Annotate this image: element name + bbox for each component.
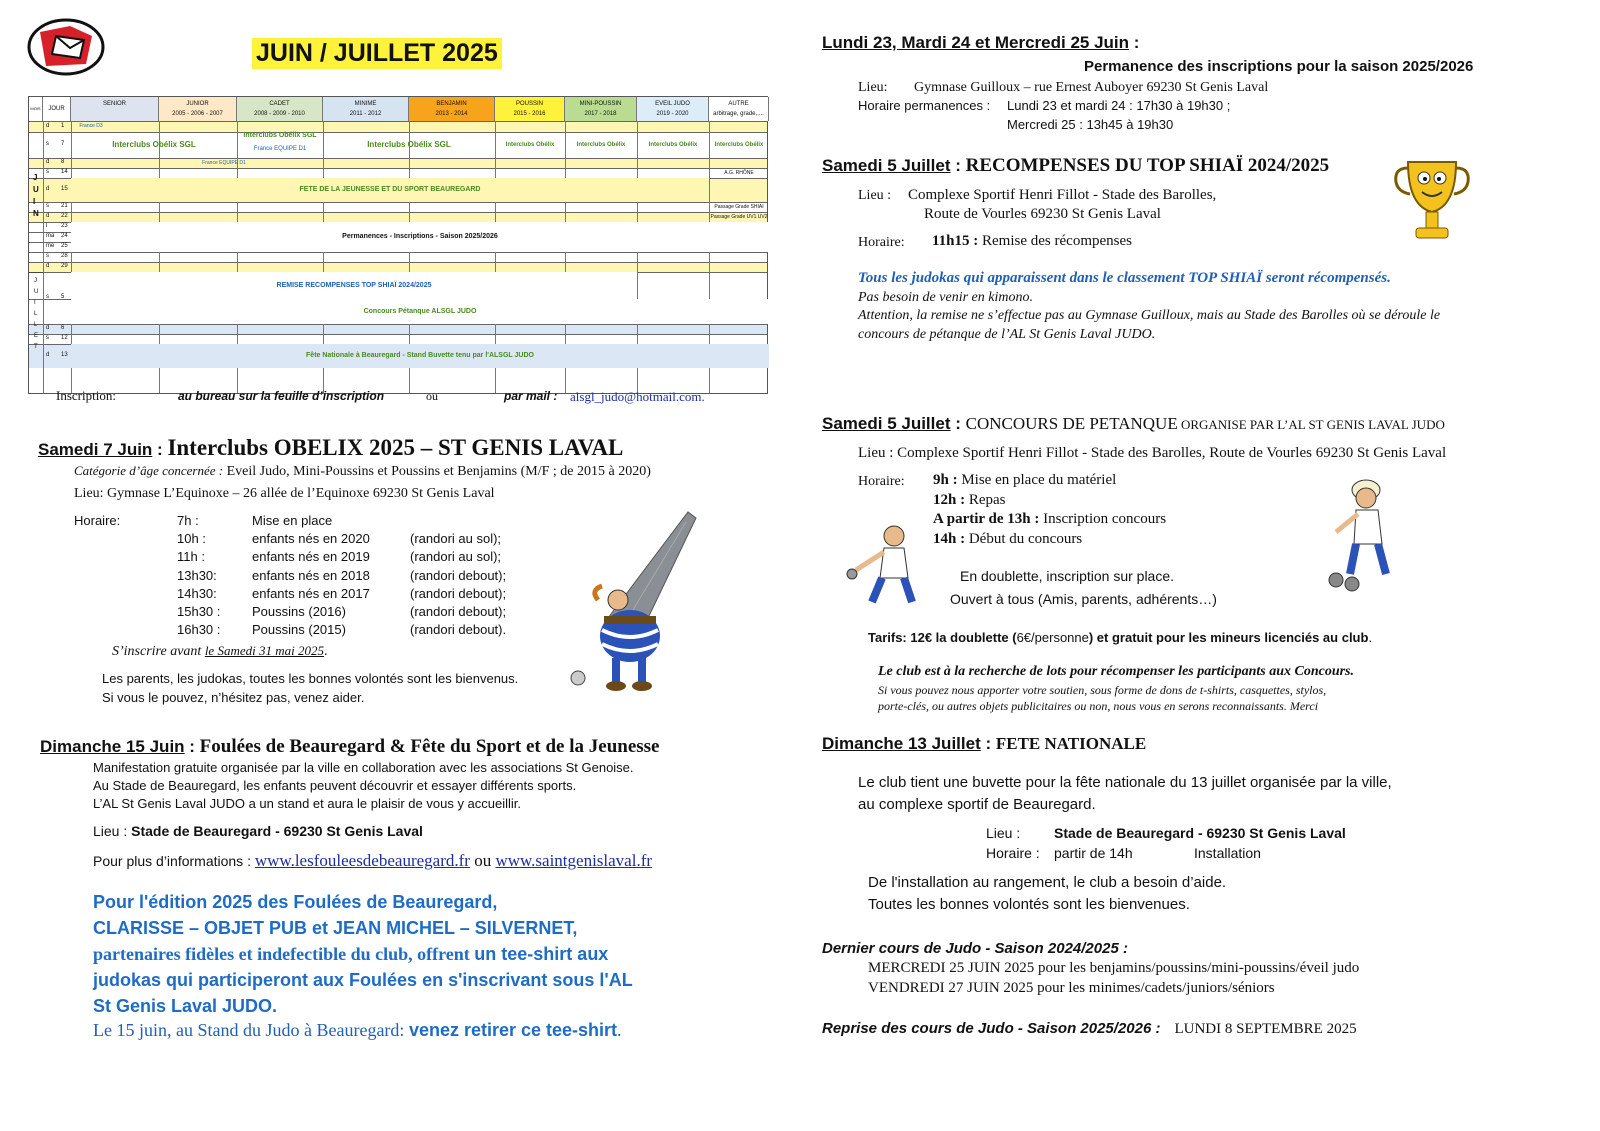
obelix-schedule-time: 7h : [177,513,199,528]
obelix-schedule-mode: (randori au sol); [410,531,502,547]
inscription-line [56,388,116,404]
calendar-row [29,168,767,178]
month-letter-juillet: T [34,344,38,350]
inscription-bureau: au bureau sur la feuille d’inscription [178,389,385,403]
calendar-row [29,334,767,344]
recompenses-lieu-2: Route de Vourles 69230 St Genis Laval [924,206,1161,222]
recompenses-note-2: Attention, la remise ne s’effectue pas au Gymnase Guilloux, mais au Stade des Barolles où se déroule le [858,308,1441,323]
fete-installation: Installation [1194,845,1261,861]
permanence-heading [822,33,1139,53]
reprise-title: Reprise des cours de Judo - Saison 2025/2026 : [822,1020,1161,1037]
header-category-years: 2017 - 2018 [584,111,617,117]
obelix-schedule-mode: (randori debout). [410,622,507,638]
fete-horaire-label: Horaire : [986,845,1040,861]
header-category-years: 2015 - 2016 [513,111,546,117]
header-mois-label: MOIS [30,106,41,111]
obelix-schedule-mode: (randori debout); [410,585,507,601]
inscription-mail-label: par mail : [504,389,558,403]
foulees-promo-3a: partenaires fidèles et indefectible du club, offrent [93,944,475,964]
petanque-doublette: En doublette, inscription sur place. [960,568,1175,584]
obelix-schedule-who: Mise en place [252,513,333,528]
recompenses-heading [822,155,1329,177]
fete-colon: : [980,734,996,753]
petanque-horaire-label: Horaire: [858,474,905,489]
foulees-line-2: Au Stade de Beauregard, les enfants peuvent découvrir et essayer différents sports. [93,778,577,793]
petanque-schedule-time: 12h : [933,491,966,508]
petanque-schedule-value: Inscription concours [1039,511,1167,527]
month-letter-juillet: L [34,322,38,328]
cell-interclubs-obelix: Interclubs Obélix [505,142,555,148]
obelix-schedule-who: enfants nés en 2017 [252,585,370,601]
foulees-colon: : [184,737,200,756]
fete-heading [822,734,1146,754]
calendar-row [29,202,767,212]
cell-concours-petanque: Concours Pétanque ALSGL JUDO [71,299,769,324]
petanque-title-small: ORGANISE PAR L’AL ST GENIS LAVAL JUDO [1177,417,1445,432]
obelix-parents-1: Les parents, les judokas, toutes les bonnes volontés sont les bienvenus. [102,671,519,686]
fete-line-2: au complexe sportif de Beauregard. [858,796,1096,813]
petanque-player-right-illustration [1326,474,1406,592]
obelix-colon: : [152,440,168,459]
permanence-horaire-label: Horaire permanences : [858,98,991,113]
obelix-schedule-mode: (randori debout); [410,567,507,583]
petanque-schedule-row [933,471,1166,491]
obelix-category [74,461,651,481]
month-letter-juillet: I [34,300,36,306]
dernier-line-2: VENDREDI 27 JUIN 2025 pour les minimes/cadets/juniors/séniors [868,980,1275,996]
calendar-day-number: 5 [61,294,65,300]
calendar-row [29,252,767,262]
header-category-years: 2011 - 2012 [349,111,382,117]
foulees-url-1[interactable]: www.lesfouleesdebeauregard.fr [254,851,470,870]
petanque-tarifs-c: ) et [1088,630,1112,645]
petanque-tarifs-a: Tarifs: 12€ la doublette ( [868,630,1017,645]
obelix-schedule-who: Poussins (2015) [252,622,346,638]
calendar-day-number: 15 [61,186,68,192]
header-category-name: MINI-POUSSIN [579,101,622,107]
obelix-schedule-row [177,548,537,566]
recompenses-colon: : [950,156,966,175]
calendar-day-letter: d [46,186,50,192]
cell-france-d3: France D3 [79,123,103,129]
reprise-date: LUNDI 8 SEPTEMBRE 2025 [1174,1021,1357,1037]
header-category-years: 2005 - 2006 - 2007 [172,111,223,117]
calendar-day-letter: d [46,263,50,269]
header-category-years: 2008 - 2009 - 2010 [254,111,305,117]
petanque-lots-1: Si vous pouvez nous apporter votre soutien, sous forme de dons de t-shirts, casquettes, stylos, [878,683,1327,697]
calendar-day-number: 23 [61,223,68,229]
petanque-colon: : [950,414,966,433]
calendar-day-letter: s [46,294,49,300]
calendar-day-number: 6 [61,325,65,331]
calendar-day-number: 29 [61,263,68,269]
obelix-schedule-row [177,530,537,548]
obelix-schedule-who: Poussins (2016) [252,603,346,619]
permanence-lieu-label: Lieu: [858,80,888,95]
cell-remise-top-shiai: REMISE RECOMPENSES TOP SHIAÏ 2024/2025 [71,272,637,299]
header-senior [71,97,159,121]
header-eveil judo [637,97,709,121]
obelix-title: Interclubs OBELIX 2025 – ST GENIS LAVAL [167,435,624,460]
calendar-row [29,324,767,334]
dernier-line-1: MERCREDI 25 JUIN 2025 pour les benjamins/poussins/mini-poussins/éveil judo [868,960,1360,976]
foulees-promo-6c: . [617,1020,622,1040]
page-title: JUIN / JUILLET 2025 [252,38,502,69]
calendar-day-letter: d [46,159,50,165]
header-poussin [495,97,565,121]
trophy-illustration [1392,156,1472,248]
petanque-heading [822,414,1445,434]
cell-interclubs-obelix: Interclubs Obélix [576,142,626,148]
obelix-schedule-time: 16h30 : [177,622,221,638]
fete-lieu-label: Lieu : [986,825,1021,841]
obelix-parents-2: Si vous le pouvez, n’hésitez pas, venez aider. [102,690,365,705]
petanque-ouvert: Ouvert à tous (Amis, parents, adhérents…) [950,591,1217,607]
petanque-tarifs [868,630,1372,645]
cell-passage-uv: Passage Grade UV1 UV2 [710,214,768,220]
obelix-schedule-who: enfants nés en 2018 [252,567,370,583]
header-category-name: BENJAMIN [436,101,467,107]
foulees-url-2[interactable]: www.saintgenislaval.fr [495,851,653,870]
recompenses-lieu-1: Complexe Sportif Henri Fillot - Stade des Barolles, [908,187,1217,203]
cell-passage-shiai: Passage Grade SHIAI [714,204,764,210]
obelix-category-value: Eveil Judo, Mini-Poussins et Poussins et Benjamins (M/F ; de 2015 à 2020) [223,464,651,479]
foulees-promo-1: Pour l'édition 2025 des Foulées de Beauregard, [93,892,498,912]
foulees-promo-6 [93,1020,622,1041]
month-letter-juin: I [33,196,36,206]
petanque-schedule-row [933,510,1166,530]
calendar-day-number: 21 [61,203,68,209]
obelix-illustration [568,508,700,698]
calendar-header [29,97,767,121]
cell-interclubs-minime-benjamin: Interclubs Obélix SGL [367,140,451,149]
obelix-schedule-time: 14h30: [177,585,217,601]
header-junior [159,97,237,121]
calendar-day-letter: s [46,203,49,209]
obelix-schedule-time: 15h30 : [177,603,221,619]
petanque-schedule-row [933,530,1166,550]
calendar-day-number: 24 [61,233,68,239]
dernier-title: Dernier cours de Judo - Saison 2024/2025 : [822,940,1128,957]
calendar-day-letter: d [46,122,50,129]
recompenses-note-1: Pas besoin de venir en kimono. [858,290,1033,305]
calendar-day-number: 12 [61,335,68,341]
fete-aide-1: De l'installation au rangement, le club a besoin d’aide. [868,874,1227,891]
petanque-schedule-time: 14h : [933,530,966,547]
header-category-name: EVEIL JUDO [655,101,690,107]
petanque-schedule-value: Repas [965,491,1006,508]
obelix-schedule [177,512,537,639]
fete-aide-2: Toutes les bonnes volontés sont les bienvenues. [868,896,1190,913]
calendar-day-letter: s [46,141,49,147]
obelix-schedule-time: 10h : [177,531,206,547]
obelix-inscrire-label: S’inscrire avant [112,644,202,659]
calendar-day-letter: d [46,213,50,219]
foulees-date: Dimanche 15 Juin [40,737,185,756]
cell-interclubs-obelix: Interclubs Obélix [648,142,698,148]
foulees-info-label: Pour plus d’informations : [93,853,255,869]
cell-france-equipe-d1-cadet: France EQUIPE D1 [253,146,307,152]
foulees-promo-3b: un tee-shirt aux [474,944,609,964]
petanque-lieu: Lieu : Complexe Sportif Henri Fillot - Stade des Barolles, Route de Vourles 69230 St Genis Laval [858,445,1447,461]
obelix-schedule-time: 13h30: [177,567,217,583]
recompenses-horaire [932,233,1132,250]
month-letter-juillet: U [34,289,39,295]
header-category-name: POUSSIN [515,101,543,107]
obelix-schedule-time: 11h : [177,549,205,565]
obelix-inscrire [112,641,327,661]
recompenses-horaire-value: Remise des récompenses [978,233,1132,249]
foulees-lieu [93,823,423,839]
header-mois [29,97,43,121]
foulees-promo-2: CLARISSE – OBJET PUB et JEAN MICHEL – SILVERNET, [93,918,578,938]
calendar-day-letter: d [46,325,50,331]
obelix-heading [38,435,623,461]
petanque-date: Samedi 5 Juillet [822,414,951,433]
foulees-title: Foulées de Beauregard & Fête du Sport et de la Jeunesse [199,736,660,757]
cell-interclubs-obelix: Interclubs Obélix [714,142,764,148]
header-category-name: JUNIOR [186,101,209,107]
month-letter-juillet: L [34,311,38,317]
inscription-email[interactable]: alsgl_judo@hotmail.com. [570,389,705,404]
petanque-schedule-value: Début du concours [965,530,1083,547]
calendar-row [29,158,767,168]
cell-permanences: Permanences - Inscriptions - Saison 2025/2026 [71,222,769,252]
petanque-schedule-row [933,491,1166,511]
month-divider [29,272,43,273]
header-category-name: SENIOR [102,101,126,107]
cell-france-equipe-d1-junior: France EQUIPE D1 [202,160,246,166]
foulees-lieu-value: Stade de Beauregard - 69230 St Genis Laval [131,823,423,839]
calendar-day-number: 1 [61,122,65,129]
cell-interclubs-cadet: Interclubs Obélix SGL [243,132,317,139]
petanque-lots-2: porte-clés, ou autres objets publicitaires ou non, nous vous en serons reconnaissants. Merci [878,699,1319,713]
petanque-tarifs-b: 6€/personne [1016,630,1089,645]
header-cadet [237,97,323,121]
calendar-day-letter: s [46,169,49,175]
header-category-years: 2019 - 2020 [656,111,689,117]
calendar-column-divider [43,121,44,393]
foulees-heading [40,736,660,758]
obelix-date: Samedi 7 Juin [38,440,153,459]
calendar-row [29,121,767,132]
fete-horaire-value: partir de 14h [1054,845,1133,861]
club-logo [26,18,106,76]
permanence-horaire-2: Mercredi 25 : 13h45 à 19h30 [1007,117,1174,132]
calendar-row [29,262,767,272]
calendar-day-letter: ma [46,233,55,239]
foulees-promo-6a: Le 15 juin, au Stand du Judo à Beauregard: [93,1020,409,1040]
calendar-table [28,96,768,394]
petanque-tarifs-d: gratuit pour les mineurs licenciés au club [1111,630,1369,645]
petanque-schedule-time: 9h : [933,472,958,488]
recompenses-date: Samedi 5 Juillet [822,156,951,175]
recompenses-horaire-time: 11h15 : [932,233,979,249]
obelix-lieu: Lieu: Gymnase L’Equinoxe – 26 allée de l’Equinoxe 69230 St Genis Laval [74,486,495,501]
calendar-day-number: 28 [61,253,68,259]
inscription-ou: ou [426,389,438,403]
permanence-lieu-value: Gymnase Guilloux – rue Ernest Auboyer 69230 St Genis Laval [914,80,1269,95]
petanque-tarifs-e: . [1368,630,1373,645]
calendar-day-number: 7 [61,141,65,147]
obelix-schedule-who: enfants nés en 2020 [252,531,370,547]
foulees-promo-4: judokas qui participeront aux Foulées en s'inscrivant sous l'AL [93,970,633,990]
calendar-day-letter: me [46,243,55,249]
permanence-subtitle: Permanence des inscriptions pour la saison 2025/2026 [1084,58,1474,75]
petanque-schedule-time: A partir de 13h : [933,511,1040,527]
header-autre [709,97,769,121]
obelix-horaire-label: Horaire: [74,513,121,528]
obelix-schedule-row [177,621,537,639]
obelix-schedule-mode: (randori au sol); [410,549,502,565]
fete-line-1: Le club tient une buvette pour la fête nationale du 13 juillet organisée par la ville, [858,774,1392,791]
header-benjamin [409,97,495,121]
calendar-day-number: 25 [61,243,68,249]
header-category-name: MINIME [354,101,377,107]
obelix-schedule-row [177,512,537,530]
cell-interclubs-senior-junior: Interclubs Obélix SGL [112,140,196,149]
foulees-promo-6b: venez retirer ce tee-shirt [408,1020,618,1040]
calendar-day-letter: d [46,352,50,358]
fete-lieu-value: Stade de Beauregard - 69230 St Genis Laval [1054,825,1346,841]
cell-fete-jeunesse: FETE DE LA JEUNESSE ET DU SPORT BEAUREGARD [71,178,709,202]
month-letter-juin: U [33,184,39,194]
calendar-day-letter: s [46,253,49,259]
permanence-colon: : [1129,33,1140,52]
petanque-schedule [933,471,1166,549]
reprise-line [822,1020,1357,1038]
petanque-title: CONCOURS DE PETANQUE [965,414,1178,433]
foulees-promo-3 [93,941,608,969]
fete-title: FETE NATIONALE [995,734,1147,753]
cell-ag-rhone: A.G. RHÔNE [724,170,754,176]
recompenses-lieu-label: Lieu : [858,188,892,203]
permanence-horaire-1: Lundi 23 et mardi 24 : 17h30 à 19h30 ; [1007,98,1231,113]
header-minime [323,97,409,121]
recompenses-horaire-label: Horaire: [858,235,905,250]
obelix-inscrire-date: le Samedi 31 mai 2025 [204,643,324,658]
month-letter-juillet: E [34,333,39,339]
header-mini-poussin [565,97,637,121]
permanence-date: Lundi 23, Mardi 24 et Mercredi 25 Juin [822,33,1130,52]
foulees-line-1: Manifestation gratuite organisée par la ville en collaboration avec les associations St Genoise. [93,760,634,775]
petanque-lots: Le club est à la recherche de lots pour récompenser les participants aux Concours. [878,664,1354,679]
recompenses-note-3: concours de pétanque de l’AL St Genis Laval JUDO. [858,327,1156,342]
calendar-day-number: 22 [61,213,68,219]
foulees-promo-5: St Genis Laval JUDO. [93,996,278,1016]
header-category-name: AUTRE [728,101,749,107]
petanque-player-left-illustration [842,518,922,608]
inscription-label: Inscription: [56,388,116,403]
petanque-schedule-value: Mise en place du matériel [957,472,1117,488]
foulees-lieu-label: Lieu : [93,823,132,839]
calendar-day-number: 13 [61,352,68,358]
header-category-years: 2013 - 2014 [435,111,468,117]
obelix-schedule-who: enfants nés en 2019 [252,549,370,565]
header-jour: JOUR [43,97,71,121]
calendar-day-number: 8 [61,159,65,165]
calendar-row [29,212,767,222]
obelix-schedule-row [177,603,537,621]
month-letter-juin: J [33,172,38,182]
recompenses-title: RECOMPENSES DU TOP SHIAÏ 2024/2025 [965,155,1330,176]
obelix-schedule-mode: (randori debout); [410,603,507,619]
calendar-day-letter: s [46,335,49,341]
header-category-years: arbitrage, grade,.... [713,111,764,117]
obelix-category-label: Catégorie d’âge concernée : [74,463,224,478]
cell-fete-nationale: Fête Nationale à Beauregard - Stand Buvette tenu par l'ALSGL JUDO [71,344,769,368]
obelix-schedule-row [177,567,537,585]
foulees-line-3: L’AL St Genis Laval JUDO a un stand et aura le plaisir de vous y accueillir. [93,796,522,811]
month-letter-juin: N [33,208,39,218]
obelix-inscrire-end: . [323,644,328,659]
foulees-info [93,851,652,871]
obelix-schedule-row [177,585,537,603]
header-category-name: CADET [269,101,290,107]
calendar-day-letter: l [46,223,48,229]
foulees-ou: ou [469,851,496,870]
recompenses-blue-note: Tous les judokas qui apparaissent dans le classement TOP SHIAÏ seront récompensés. [858,270,1391,286]
calendar-day-number: 14 [61,169,68,175]
month-letter-juillet: J [34,278,37,284]
fete-date: Dimanche 13 Juillet [822,734,981,753]
